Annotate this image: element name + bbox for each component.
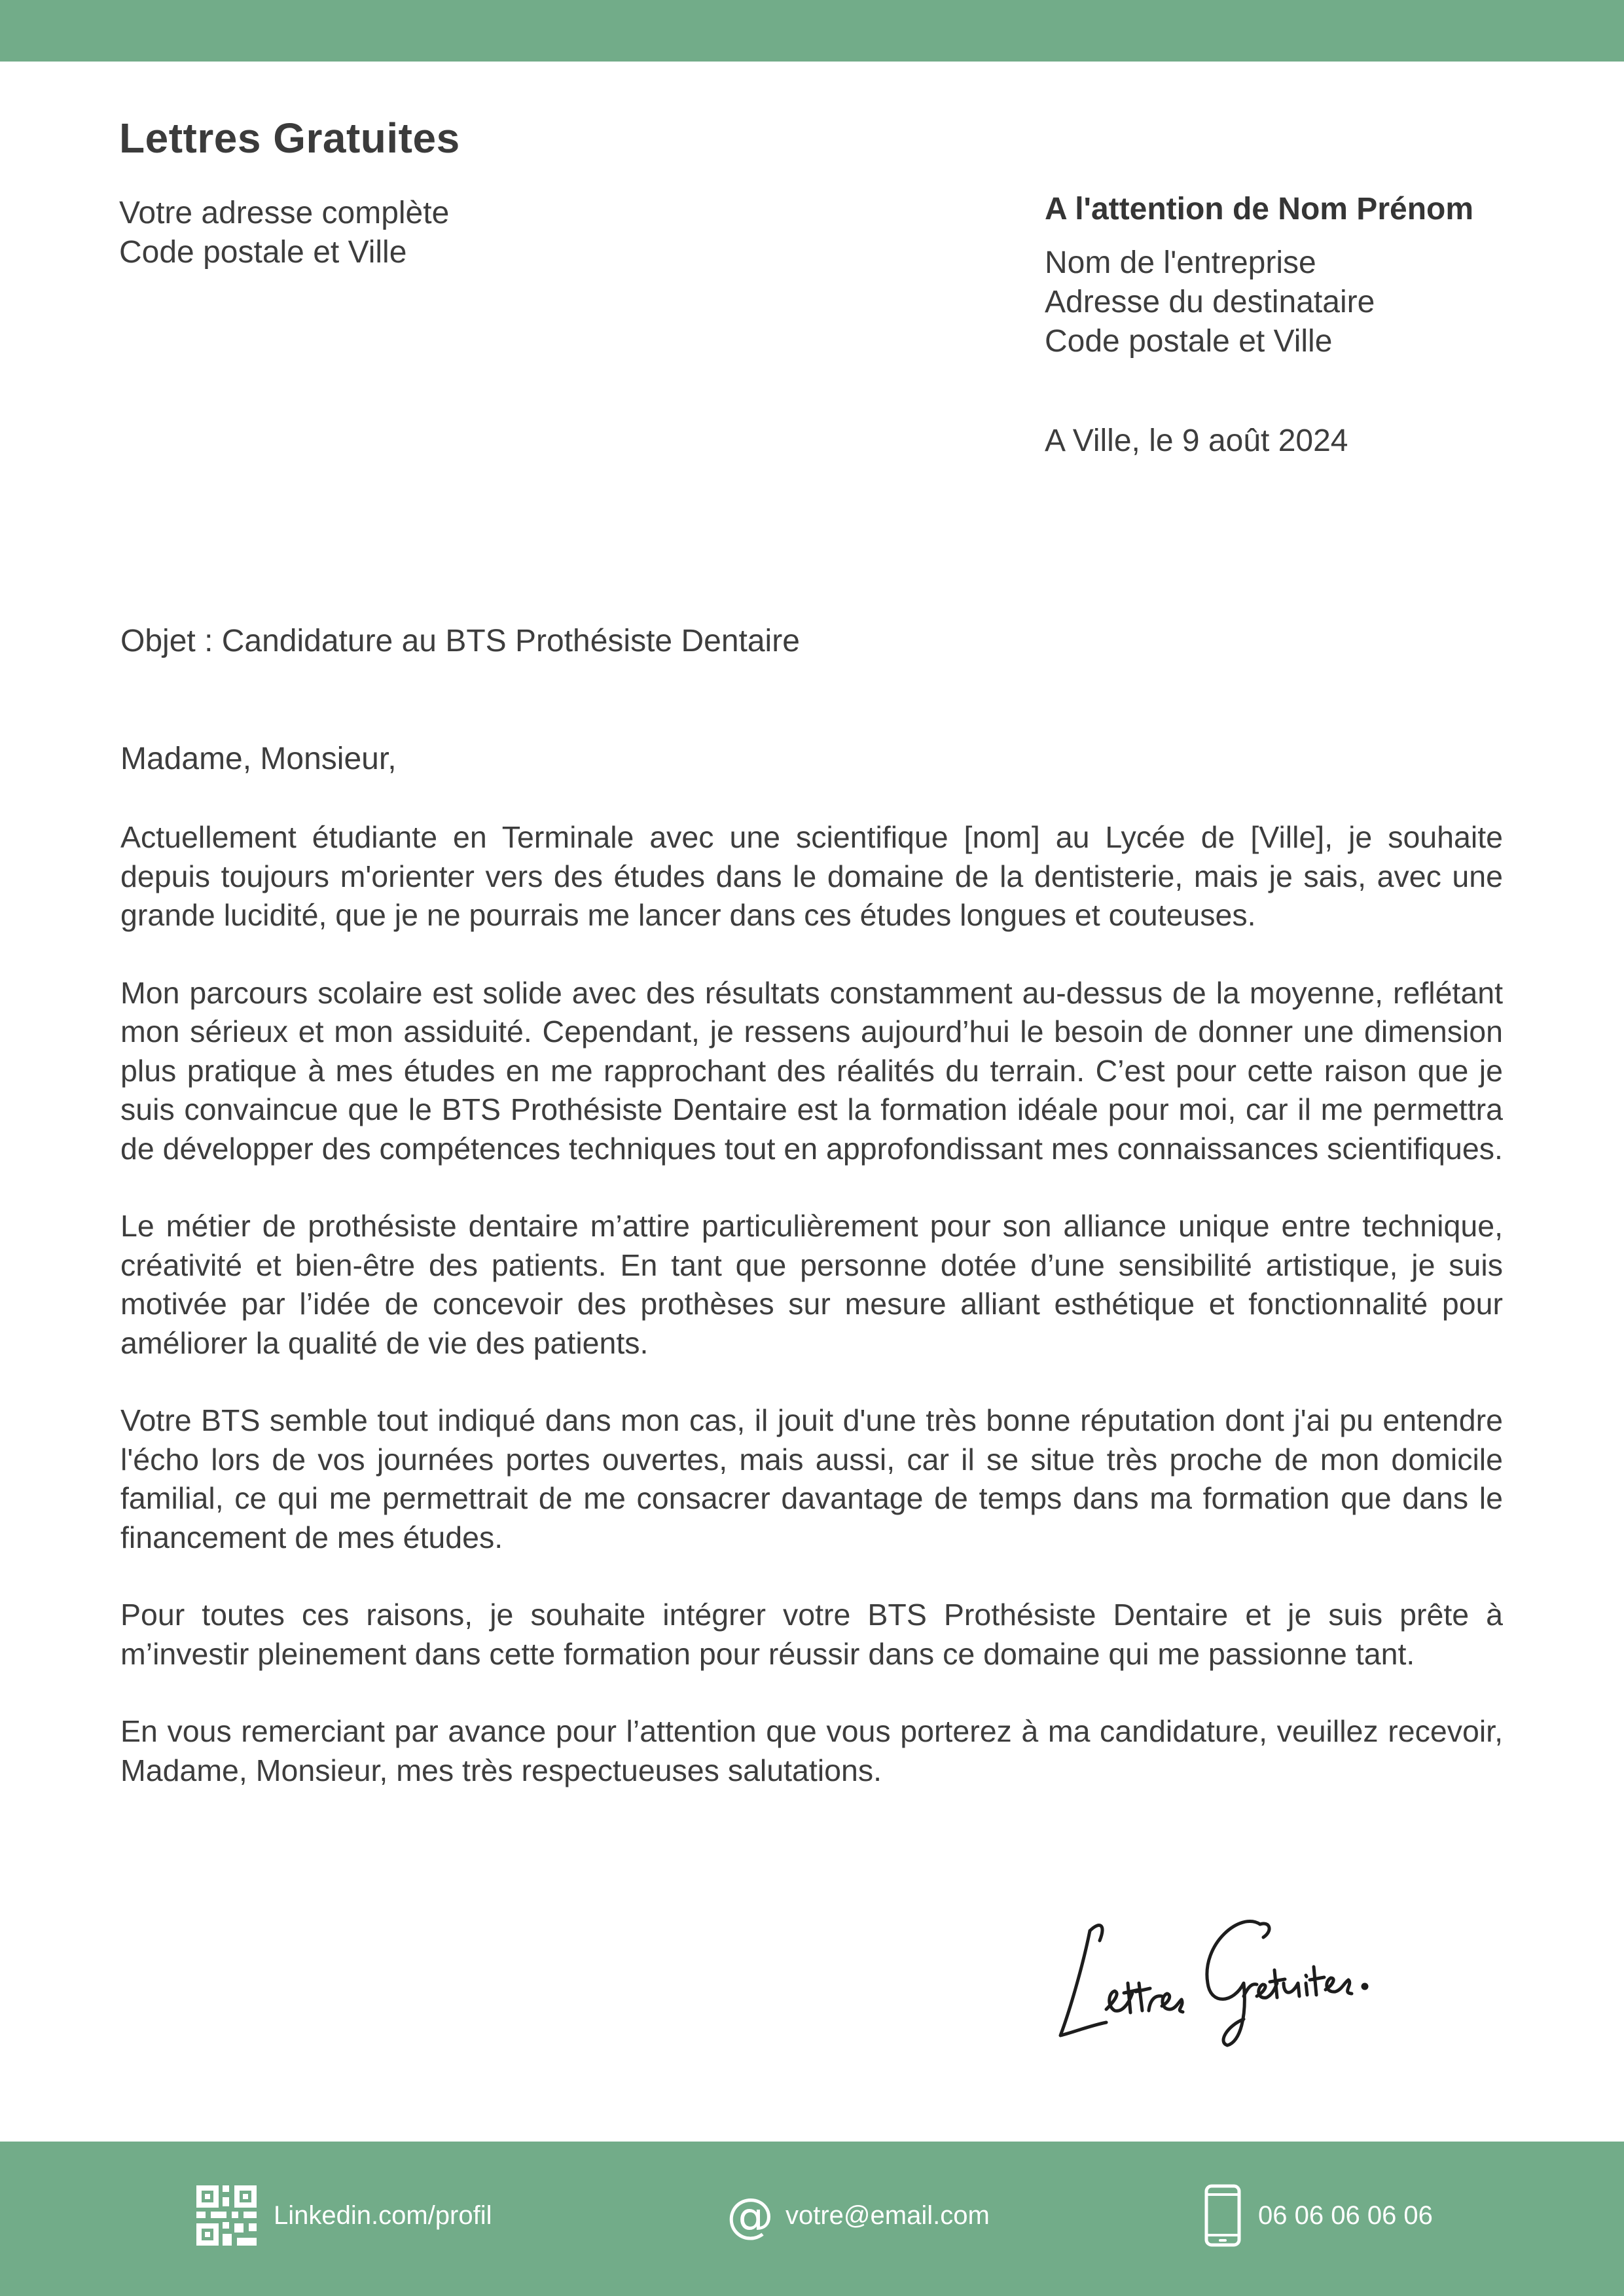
sender-block	[119, 194, 449, 272]
body-paragraph-3: Le métier de prothésiste dentaire m’attire particulièrement pour son alliance unique entre technique, créativité et bien-être des patients. En tant que personne dotée d’une sensibilité artistique, je suis motivée par l’idée de concevoir des prothèses sur mesure alliant esthétique et fonctionnalité pour améliorer la qualité de vie des patients.	[120, 1209, 1503, 1360]
recipient-block	[1045, 190, 1473, 361]
footer-phone-text: 06 06 06 06 06	[1258, 2200, 1433, 2230]
footer-email[interactable]	[727, 2179, 990, 2251]
footer-linkedin[interactable]	[196, 2179, 492, 2251]
handwritten-signature	[1044, 1885, 1437, 2055]
smartphone-icon	[1204, 2184, 1241, 2247]
recipient-address: Adresse du destinataire	[1045, 285, 1375, 319]
at-sign-icon: @	[727, 2188, 774, 2243]
recipient-company: Nom de l'entreprise	[1045, 245, 1316, 280]
body-paragraph-6: En vous remerciant par avance pour l’attention que vous porterez à ma candidature, veuillez recevoir, Madame, Monsieur, mes très respectueuses salutations.	[120, 1714, 1503, 1787]
body-paragraph-1: Actuellement étudiante en Terminale avec une scientifique [nom] au Lycée de [Ville], je souhaite depuis toujours m'orienter vers des études dans le domaine de la dentisterie, mais je sais, avec une grande lucidité, que je ne pourrais me lancer dans ces études longues et couteuses.	[120, 820, 1503, 932]
qr-code-icon	[196, 2185, 257, 2246]
footer-email-text: votre@email.com	[785, 2200, 990, 2230]
sender-address: Votre adresse complète	[119, 196, 450, 230]
sender-city: Code postale et Ville	[119, 235, 407, 270]
body-paragraph-2: Mon parcours scolaire est solide avec des résultats constamment au-dessus de la moyenne, reflétant mon sérieux et mon assiduité. Cependant, je ressens aujourd’hui le besoin de donner une dimension plus pratique à mes études en me rapprochant des réalités du terrain. C’est pour cette raison que je suis convaincue que le BTS Prothésiste Dentaire est la formation idéale pour moi, car il me permettra de développer des compétences techniques tout en approfondissant mes connaissances scientifiques.	[120, 975, 1503, 1166]
recipient-city: Code postale et Ville	[1045, 324, 1333, 359]
letter-body	[120, 818, 1503, 1829]
top-accent-band	[0, 0, 1624, 62]
letter-subject: Objet : Candidature au BTS Prothésiste Dentaire	[120, 624, 800, 658]
recipient-attention: A l'attention de Nom Prénom	[1045, 192, 1474, 226]
body-paragraph-5: Pour toutes ces raisons, je souhaite intégrer votre BTS Prothésiste Dentaire et je suis prête à m’investir pleinement dans cette formation pour réussir dans ce domaine qui me passionne tant.	[120, 1598, 1503, 1671]
brand-title: Lettres Gratuites	[119, 115, 460, 162]
body-paragraph-4: Votre BTS semble tout indiqué dans mon cas, il jouit d'une très bonne réputation dont j'ai pu entendre l'écho lors de vos journées portes ouvertes, mais aussi, car il se situe très proche de mon domicile familial, ce qui me permettrait de me consacrer davantage de temps dans ma formation que dans le financement de mes études.	[120, 1403, 1503, 1554]
letter-date: A Ville, le 9 août 2024	[1045, 423, 1348, 458]
letter-salutation: Madame, Monsieur,	[120, 742, 397, 776]
footer-phone[interactable]	[1204, 2179, 1433, 2251]
footer-linkedin-text: Linkedin.com/profil	[274, 2200, 492, 2230]
